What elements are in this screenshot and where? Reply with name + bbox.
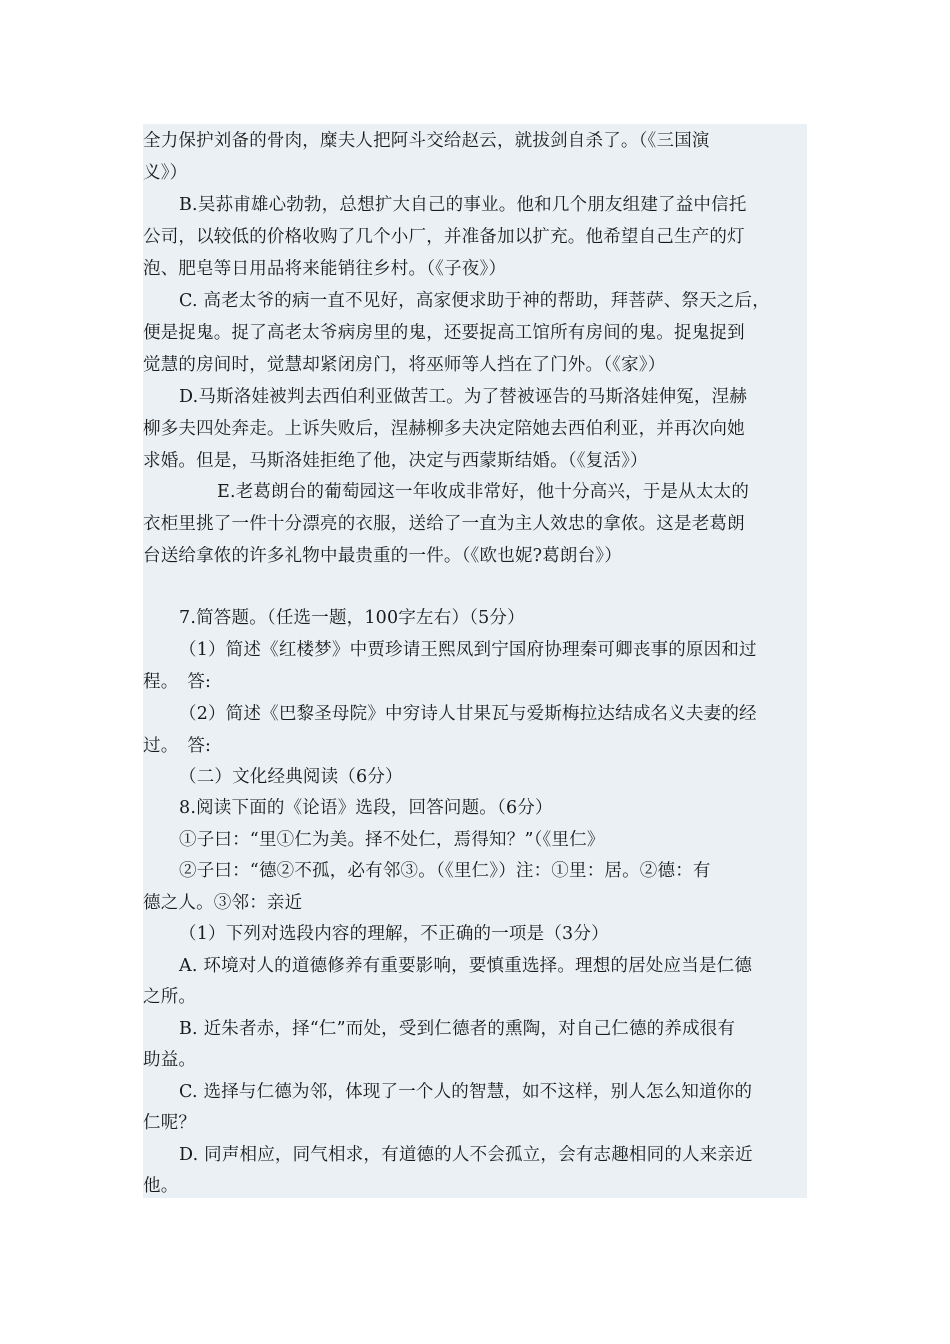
text-line: （2）简述《巴黎圣母院》中穷诗人甘果瓦与爱斯梅拉达结成名义夫妻的经 xyxy=(179,704,757,724)
text-line: D.马斯洛娃被判去西伯利亚做苦工。为了替被诬告的马斯洛娃伸冤，涅赫 xyxy=(179,387,748,407)
text-line: 程。 答: xyxy=(143,672,212,692)
text-line: 便是捉鬼。捉了高老太爷病房里的鬼，还要捉高工馆所有房间的鬼。捉鬼捉到 xyxy=(143,323,745,343)
text-line: 7.简答题。（任选一题，100字左右）（5分） xyxy=(179,608,525,628)
text-line: （1）下列对选段内容的理解，不正确的一项是（3分） xyxy=(179,924,609,944)
text-line: 衣柜里挑了一件十分漂亮的衣服，送给了一直为主人效忠的拿侬。这是老葛朗 xyxy=(143,514,745,534)
text-line: C. 高老太爷的病一直不见好，高家便求助于神的帮助，拜菩萨、祭天之后， xyxy=(179,291,770,311)
text-line: 他。 xyxy=(143,1176,179,1196)
text-line: B.吴荪甫雄心勃勃，总想扩大自己的事业。他和几个朋友组建了益中信托 xyxy=(179,195,747,215)
text-line: 柳多夫四处奔走。上诉失败后，涅赫柳多夫决定陪她去西伯利亚，并再次向她 xyxy=(143,419,745,439)
text-line: ②子曰：“德②不孤，必有邻③。（《里仁》）注：①里：居。②德：有 xyxy=(179,861,711,881)
text-line: A. 环境对人的道德修养有重要影响，要慎重选择。理想的居处应当是仁德 xyxy=(179,956,753,976)
text-line: 8.阅读下面的《论语》选段，回答问题。（6分） xyxy=(179,798,553,818)
text-line: 之所。 xyxy=(143,987,197,1007)
text-line: B. 近朱者赤，择“仁”而处，受到仁德者的熏陶，对自己仁德的养成很有 xyxy=(179,1019,736,1039)
text-line: 过。 答: xyxy=(143,736,212,756)
text-line: E.老葛朗台的葡萄园这一年收成非常好，他十分高兴，于是从太太的 xyxy=(217,482,750,502)
text-line: 觉慧的房间时，觉慧却紧闭房门，将巫师等人挡在了门外。（《家》） xyxy=(143,355,666,375)
text-line: D. 同声相应，同气相求，有道德的人不会孤立，会有志趣相同的人来亲近 xyxy=(179,1145,753,1165)
text-line: 全力保护刘备的骨肉，糜夫人把阿斗交给赵云，就拔剑自杀了。（《三国演 xyxy=(143,131,710,151)
text-line: 义》） xyxy=(143,163,188,183)
text-line: 公司，以较低的价格收购了几个小厂，并准备加以扩充。他希望自己生产的灯 xyxy=(143,227,745,247)
text-line: （1）简述《红楼梦》中贾珍请王熙凤到宁国府协理秦可卿丧事的原因和过 xyxy=(179,640,757,660)
text-line: 仁呢？ xyxy=(143,1113,197,1133)
text-line: 台送给拿侬的许多礼物中最贵重的一件。（《欧也妮?葛朗台》） xyxy=(143,546,622,566)
text-line: 泡、肥皂等日用品将来能销往乡村。（《子夜》） xyxy=(143,259,507,279)
text-line: （二）文化经典阅读（6分） xyxy=(179,767,403,787)
text-line: 求婚。但是，马斯洛娃拒绝了他，决定与西蒙斯结婚。（《复活》） xyxy=(143,451,648,471)
text-line: ①子曰：“里①仁为美。择不处仁，焉得知？”（《里仁》 xyxy=(179,830,605,850)
text-line: C. 选择与仁德为邻，体现了一个人的智慧，如不这样，别人怎么知道你的 xyxy=(179,1082,753,1102)
text-line: 德之人。③邻：亲近 xyxy=(143,893,303,913)
text-line: 助益。 xyxy=(143,1050,197,1070)
